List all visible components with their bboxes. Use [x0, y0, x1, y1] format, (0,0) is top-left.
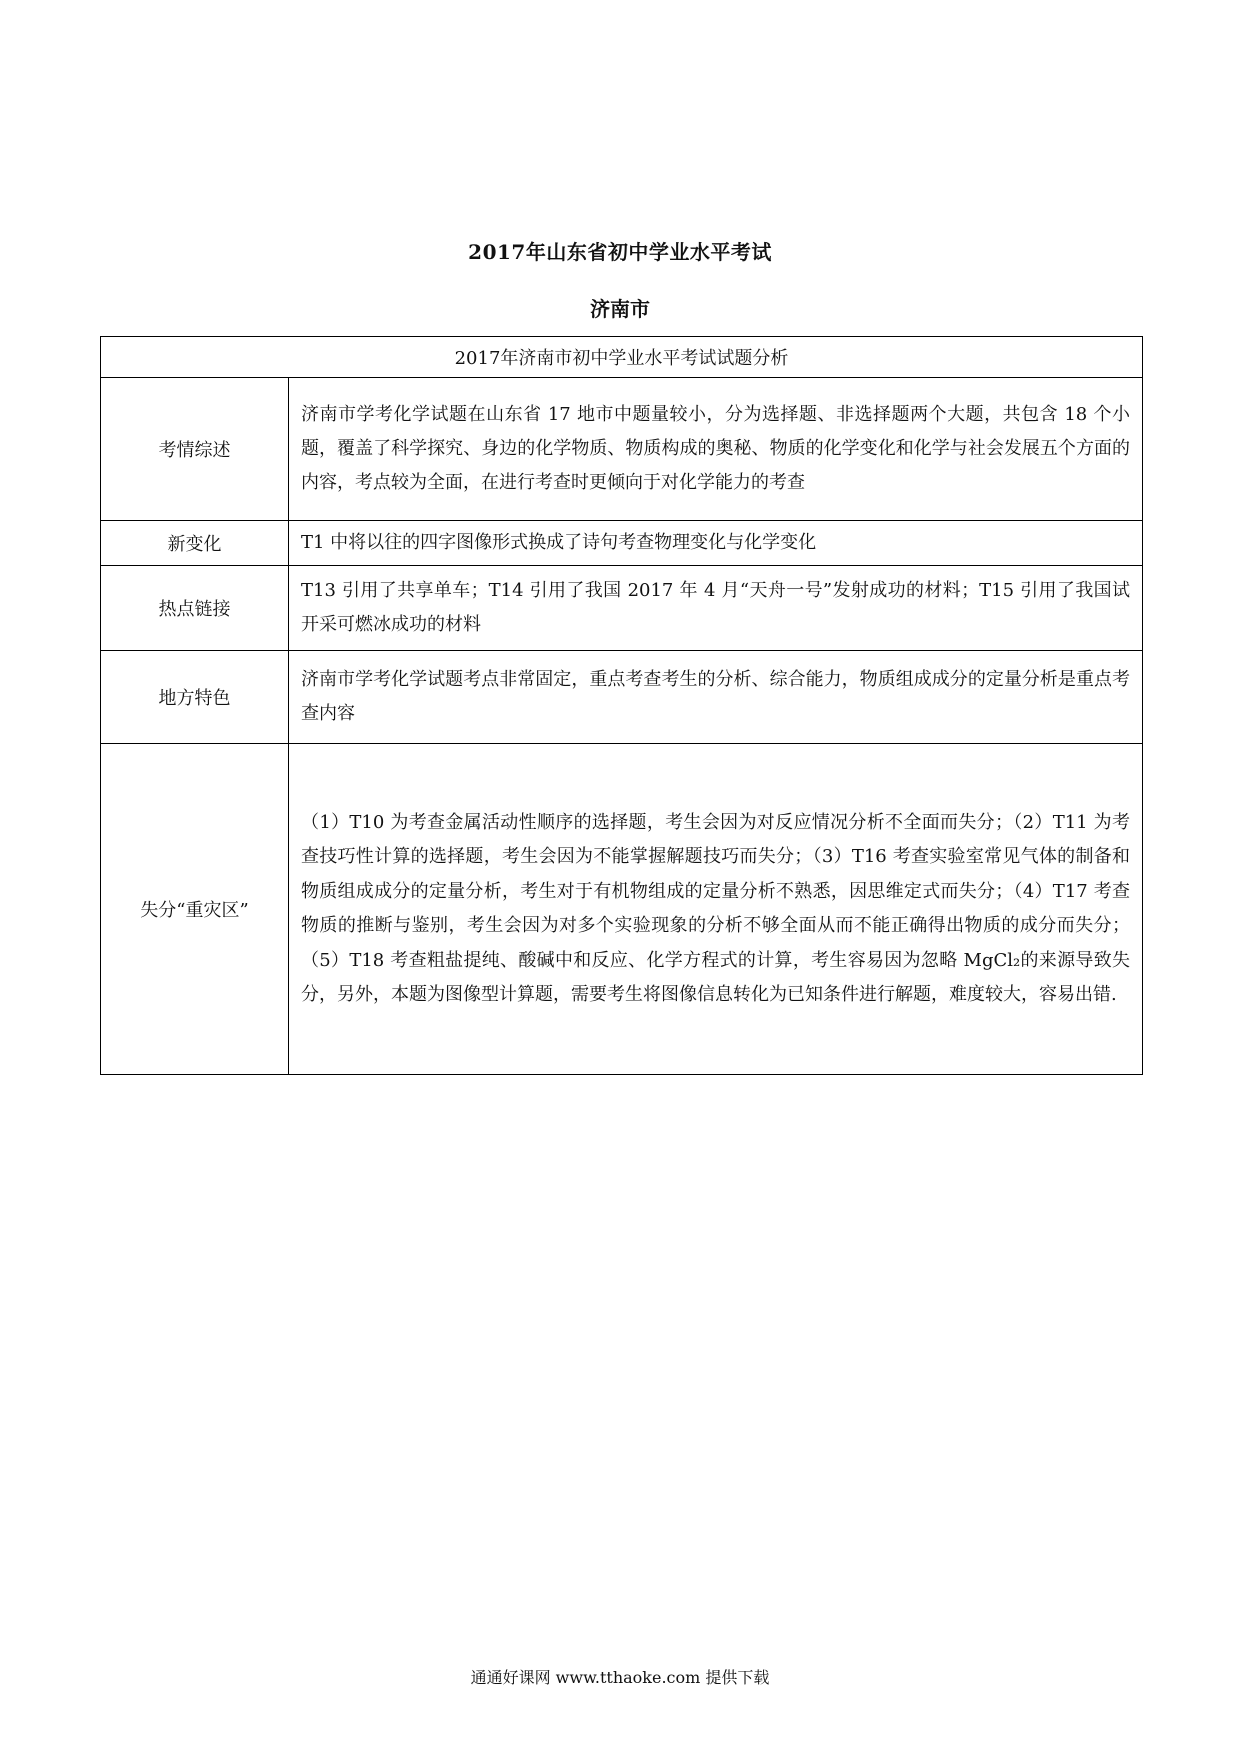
row-label-local-feature: 地方特色 — [101, 651, 289, 744]
table-row — [101, 651, 1143, 744]
row-content-local-feature: 济南市学考化学试题考点非常固定，重点考查考生的分析、综合能力，物质组成成分的定量分析是重点考查内容 — [289, 651, 1143, 744]
row-label-hotspot: 热点链接 — [101, 566, 289, 651]
row-label-overview: 考情综述 — [101, 378, 289, 521]
row-label-loss-area: 失分“重灾区” — [101, 744, 289, 1075]
table-row — [101, 566, 1143, 651]
table-header-row — [101, 337, 1143, 378]
row-content-loss-area: （1）T10 为考查金属活动性顺序的选择题，考生会因为对反应情况分析不全面而失分；（2）T11 为考查技巧性计算的选择题，考生会因为不能掌握解题技巧而失分；（3）T16 考查实验室常见气体的制备和物质组成成分的定量分析，考生对于有机物组成的定量分析不熟悉，因思维定式而失分；（4）T17 考查物质的推断与鉴别，考生会因为对多个实验现象的分析不够全面从而不能正确得出物质的成分而失分；（5）T18 考查粗盐提纯、酸碱中和反应、化学方程式的计算，考生容易因为忽略 MgCl₂的来源导致失分，另外，本题为图像型计算题，需要考生将图像信息转化为已知条件进行解题，难度较大，容易出错. — [289, 744, 1143, 1075]
row-content-overview: 济南市学考化学试题在山东省 17 地市中题量较小，分为选择题、非选择题两个大题，共包含 18 个小题，覆盖了科学探究、身边的化学物质、物质构成的奥秘、物质的化学变化和化学与社会发展五个方面的内容，考点较为全面，在进行考查时更倾向于对化学能力的考查 — [289, 378, 1143, 521]
page-title: 2017年山东省初中学业水平考试 — [468, 240, 772, 264]
exam-analysis-table — [100, 336, 1143, 1075]
table-header: 2017年济南市初中学业水平考试试题分析 — [101, 337, 1143, 378]
table-row — [101, 378, 1143, 521]
page-footer: 通通好课网 www.tthaoke.com 提供下载 — [470, 1668, 770, 1687]
row-content-hotspot: T13 引用了共享单车；T14 引用了我国 2017 年 4 月“天舟一号”发射成功的材料；T15 引用了我国试开采可燃冰成功的材料 — [289, 566, 1143, 651]
table-row — [101, 744, 1143, 1075]
row-content-new-change: T1 中将以往的四字图像形式换成了诗句考查物理变化与化学变化 — [289, 521, 1143, 566]
row-label-new-change: 新变化 — [101, 521, 289, 566]
city-subtitle: 济南市 — [590, 297, 650, 321]
table-row — [101, 521, 1143, 566]
